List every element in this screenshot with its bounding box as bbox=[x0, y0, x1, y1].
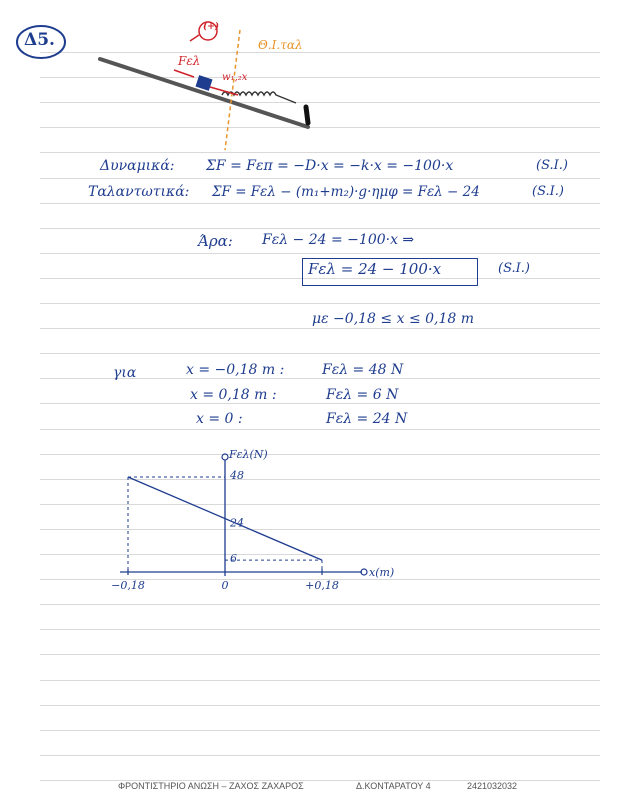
domain-condition: με −0,18 ≤ x ≤ 0,18 m bbox=[312, 311, 475, 327]
case-1-x: x = −0,18 m : bbox=[186, 362, 285, 378]
case-3-force: Fελ = 24 N bbox=[326, 411, 408, 427]
dynamic-label: Δυναμικά: bbox=[100, 158, 175, 174]
weight-component-label: w₁,₂x bbox=[222, 72, 248, 83]
y-tick-label-2: 6 bbox=[230, 552, 237, 566]
footer-left: ΦΡΟΝΤΙΣΤΗΡΙΟ ΑΝΩΣΗ – ΖΑΧΟΣ ΖΑΧΑΡΟΣ bbox=[118, 781, 304, 791]
x-tick-label-2: +0,18 bbox=[305, 579, 339, 592]
y-tick-label-1: 24 bbox=[230, 516, 244, 530]
result-expression: Fελ = 24 − 100·x bbox=[308, 260, 442, 278]
footer-middle: Δ.ΚΟΝΤΑΡΑΤΟΥ 4 bbox=[356, 781, 431, 791]
y-axis-label: Fελ(N) bbox=[229, 448, 268, 461]
dynamic-expression: ΣF = Fεπ = −D·x = −k·x = −100·x bbox=[206, 158, 454, 174]
x-tick-label-0: −0,18 bbox=[111, 579, 145, 592]
equilibrium-label: Θ.Ι.ταλ bbox=[258, 38, 303, 52]
oscillatory-expression: ΣF = Fελ − (m₁+m₂)·g·ημφ = Fελ − 24 bbox=[212, 184, 480, 200]
therefore-expression: Fελ − 24 = −100·x ⇒ bbox=[262, 232, 415, 248]
x-axis-label: x(m) bbox=[369, 566, 395, 579]
result-units: (S.I.) bbox=[498, 261, 530, 276]
case-3-x: x = 0 : bbox=[196, 411, 243, 427]
therefore-label: Άρα: bbox=[198, 232, 233, 250]
case-1-force: Fελ = 48 N bbox=[322, 362, 404, 378]
case-2-force: Fελ = 6 N bbox=[326, 387, 399, 403]
spring-force-label: Fελ bbox=[178, 54, 201, 68]
oscillatory-units: (S.I.) bbox=[532, 184, 564, 199]
y-axis-arrow bbox=[222, 454, 228, 460]
y-tick-label-0: 48 bbox=[230, 469, 244, 482]
dynamic-units: (S.I.) bbox=[536, 158, 568, 173]
problem-label: Δ5. bbox=[24, 30, 55, 50]
positive-direction-label: (+) bbox=[203, 22, 220, 32]
x-tick-label-1: 0 bbox=[221, 579, 229, 592]
cases-label: για bbox=[113, 365, 137, 381]
oscillatory-label: Ταλαντωτικά: bbox=[88, 184, 190, 200]
footer-right: 2421032032 bbox=[467, 781, 518, 791]
case-2-x: x = 0,18 m : bbox=[190, 387, 277, 403]
